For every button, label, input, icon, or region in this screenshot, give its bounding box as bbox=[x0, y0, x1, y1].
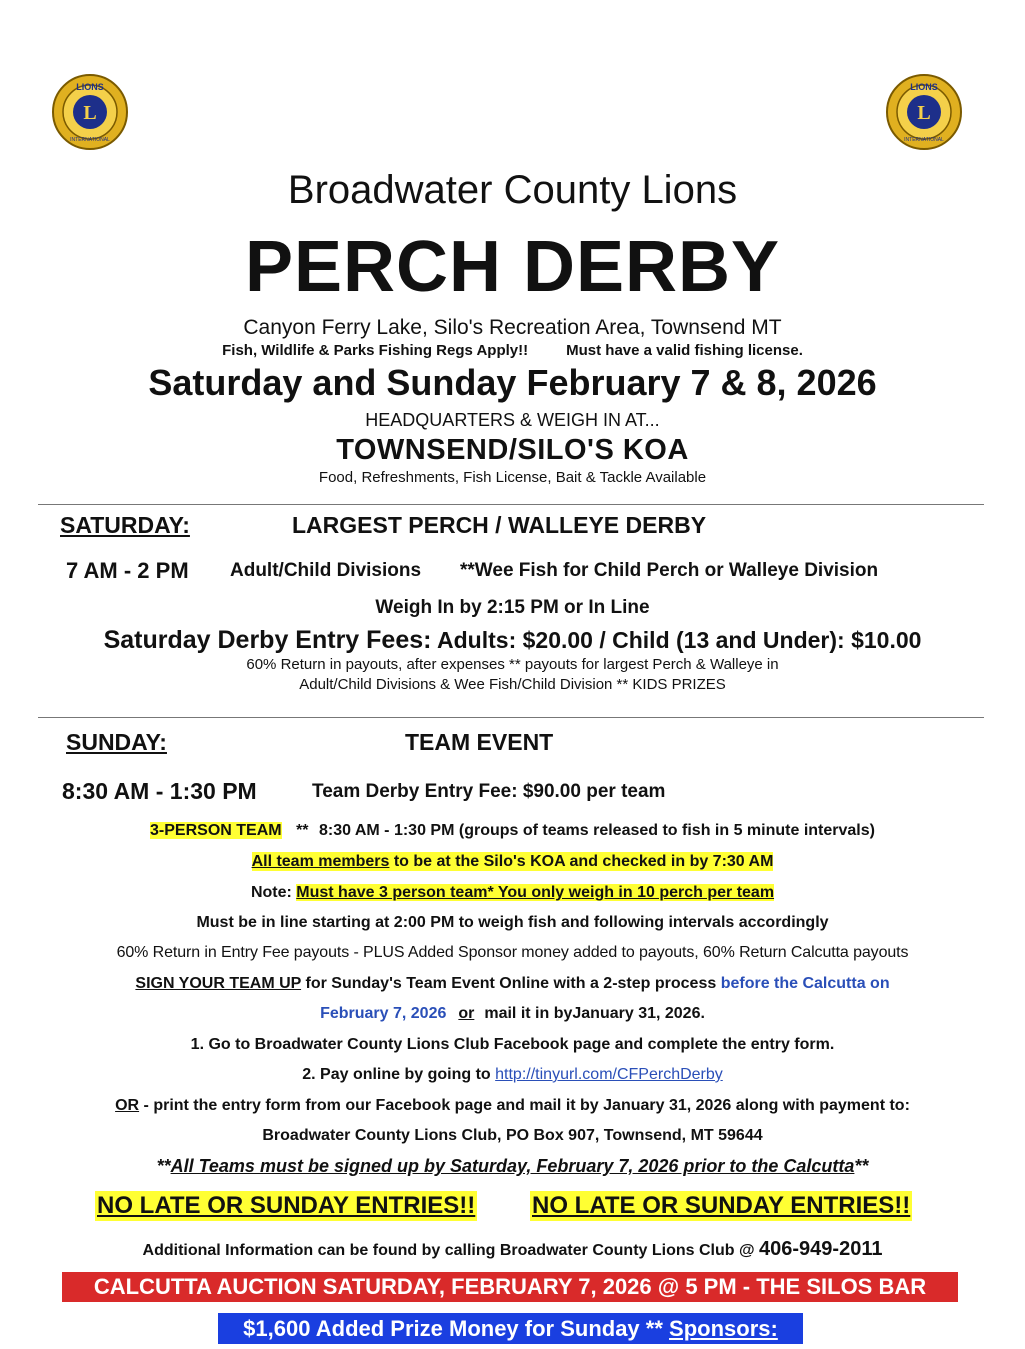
svg-text:LIONS: LIONS bbox=[910, 82, 938, 92]
saturday-divisions: Adult/Child Divisions bbox=[230, 560, 422, 581]
step-2-text: 2. Pay online by going to bbox=[302, 1066, 496, 1083]
members-b: to be at the Silo's KOA and checked in by 7:30 AM bbox=[389, 853, 774, 870]
regs-line bbox=[0, 342, 1025, 359]
signup-date-line bbox=[0, 1005, 1025, 1023]
sponsors-label: Sponsors: bbox=[669, 1316, 778, 1341]
members-line bbox=[0, 853, 1025, 871]
line-up: Must be in line starting at 2:00 PM to weigh fish and following intervals accordingly bbox=[196, 914, 829, 931]
note-line bbox=[0, 884, 1025, 902]
svg-text:INTERNATIONAL: INTERNATIONAL bbox=[70, 137, 110, 143]
deadline-pre: ** bbox=[156, 1156, 171, 1176]
sunday-fee: Team Derby Entry Fee: $90.00 per team bbox=[312, 781, 666, 802]
signup-mail: mail it in byJanuary 31, 2026. bbox=[484, 1005, 705, 1022]
info-text: Additional Information can be found by calling Broadwater County Lions Club @ bbox=[142, 1242, 760, 1259]
location: Canyon Ferry Lake, Silo's Recreation Area, Townsend MT bbox=[243, 316, 782, 339]
team-sep: ** bbox=[296, 822, 309, 839]
hq-name: TOWNSEND/SILO'S KOA bbox=[336, 434, 689, 466]
or-label: OR bbox=[115, 1097, 140, 1114]
signup-a: SIGN YOUR TEAM UP bbox=[135, 975, 302, 992]
info-line bbox=[0, 1238, 1025, 1261]
note-a: Must have 3 person team bbox=[296, 884, 488, 901]
no-late-text-left: NO LATE OR SUNDAY ENTRIES!! bbox=[97, 1192, 476, 1219]
team-time: 8:30 AM - 1:30 PM (groups of teams released to fish in 5 minute intervals) bbox=[318, 822, 875, 839]
or-text: - print the entry form from our Facebook page and mail it by January 31, 2026 along with payment to: bbox=[139, 1097, 910, 1114]
svg-text:INTERNATIONAL: INTERNATIONAL bbox=[904, 137, 944, 143]
org-name: Broadwater County Lions bbox=[287, 168, 738, 212]
svg-text:L: L bbox=[917, 102, 931, 124]
page-title: PERCH DERBY bbox=[244, 227, 781, 307]
step-1: 1. Go to Broadwater County Lions Club Facebook page and complete the entry form. bbox=[190, 1036, 835, 1053]
saturday-weigh-in: Weigh In by 2:15 PM or In Line bbox=[375, 597, 650, 618]
note-label: Note: bbox=[250, 884, 297, 901]
saturday-payout-2: Adult/Child Divisions & Wee Fish/Child Division ** KIDS PRIZES bbox=[299, 676, 726, 693]
signup-line bbox=[0, 975, 1025, 993]
no-late-banner-right bbox=[530, 1191, 912, 1221]
sunday-label: SUNDAY: bbox=[66, 729, 167, 755]
entry-link[interactable]: http://tinyurl.com/CFPerchDerby bbox=[495, 1066, 723, 1083]
saturday-time: 7 AM - 2 PM bbox=[66, 558, 189, 583]
note-b: * You only weigh in 10 perch per team bbox=[487, 884, 775, 901]
lions-logo-right-icon bbox=[884, 72, 964, 152]
sunday-time: 8:30 AM - 1:30 PM bbox=[62, 778, 257, 804]
svg-text:L: L bbox=[83, 102, 97, 124]
deadline-line bbox=[0, 1156, 1025, 1177]
or-line bbox=[0, 1097, 1025, 1115]
signup-b: for Sunday's Team Event Online with a 2-step process bbox=[301, 975, 721, 992]
sunday-event: TEAM EVENT bbox=[405, 729, 554, 755]
signup-date: February 7, 2026 bbox=[320, 1005, 447, 1022]
members-a: All team members bbox=[251, 853, 390, 870]
divider-2 bbox=[38, 717, 984, 718]
prize-banner bbox=[218, 1313, 803, 1344]
license-text: Must have a valid fishing license. bbox=[566, 342, 803, 359]
step-2 bbox=[0, 1066, 1025, 1084]
event-dates: Saturday and Sunday February 7 & 8, 2026 bbox=[148, 362, 877, 403]
no-late-text-right: NO LATE OR SUNDAY ENTRIES!! bbox=[532, 1192, 911, 1219]
saturday-wee-fish: **Wee Fish for Child Perch or Walleye Division bbox=[460, 560, 879, 581]
saturday-event: LARGEST PERCH / WALLEYE DERBY bbox=[292, 512, 707, 538]
signup-c: before the Calcutta on bbox=[720, 975, 890, 992]
prize-text: $1,600 Added Prize Money for Sunday ** bbox=[243, 1316, 670, 1341]
deadline-post: ** bbox=[854, 1156, 869, 1176]
svg-text:LIONS: LIONS bbox=[76, 82, 104, 92]
saturday-label: SATURDAY: bbox=[60, 512, 190, 538]
divider-1 bbox=[38, 504, 984, 505]
regs-text: Fish, Wildlife & Parks Fishing Regs Apply!! bbox=[222, 342, 529, 359]
info-phone: 406-949-2011 bbox=[759, 1238, 883, 1260]
hq-amenities: Food, Refreshments, Fish License, Bait & Tackle Available bbox=[318, 469, 707, 486]
team-size: 3-PERSON TEAM bbox=[150, 822, 282, 839]
hq-label: HEADQUARTERS & WEIGH IN AT... bbox=[365, 410, 660, 430]
saturday-fees bbox=[0, 626, 1025, 655]
calcutta-banner: CALCUTTA AUCTION SATURDAY, FEBRUARY 7, 2026 @ 5 PM - THE SILOS BAR bbox=[62, 1272, 958, 1302]
mailing-address: Broadwater County Lions Club, PO Box 907, Townsend, MT 59644 bbox=[262, 1127, 763, 1144]
fees-label: Saturday Derby Entry Fees: bbox=[103, 626, 432, 654]
lions-logo-left-icon bbox=[50, 72, 130, 152]
team-size-line bbox=[0, 822, 1025, 840]
return-line: 60% Return in Entry Fee payouts - PLUS Added Sponsor money added to payouts, 60% Return Calcutta payouts bbox=[116, 944, 909, 961]
deadline-text: All Teams must be signed up by Saturday, February 7, 2026 prior to the Calcutta bbox=[170, 1156, 855, 1176]
fees-value: Adults: $20.00 / Child (13 and Under): $10.00 bbox=[437, 627, 922, 653]
signup-or: or bbox=[458, 1005, 475, 1022]
saturday-payout-1: 60% Return in payouts, after expenses ** payouts for largest Perch & Walleye in bbox=[246, 656, 779, 673]
no-late-banner-left bbox=[95, 1191, 477, 1221]
